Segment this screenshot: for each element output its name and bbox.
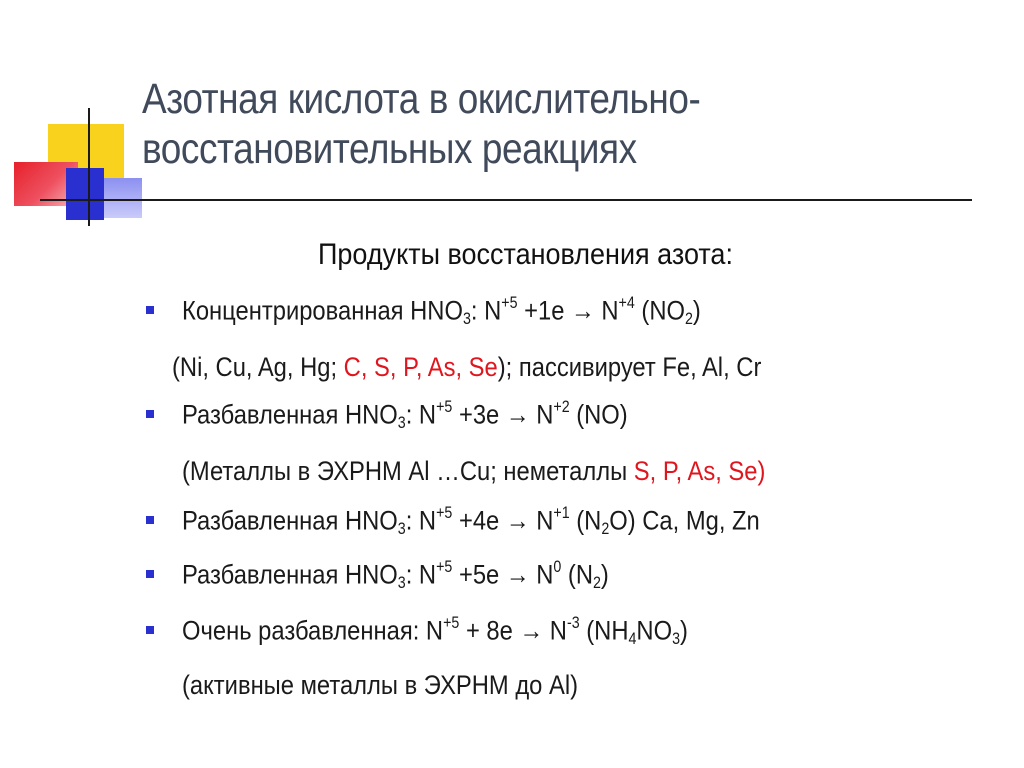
deco-blue-square — [66, 168, 104, 220]
deco-lightblue-square — [104, 178, 142, 218]
title-line-1: Азотная кислота в окислительно- — [142, 75, 701, 123]
list-item-detail: (активные металлы в ЭХРНМ до Al) — [182, 670, 579, 700]
list-item: Разбавленная $HNO_3$: $N^{+5} +3e \to N^{+2}$ (NO) — [182, 398, 628, 433]
list-item: Разбавленная $HNO_3$: $N^{+5} +5e \to N^0$ $(N_2)$ — [182, 558, 609, 593]
slide-subtitle: Продукты восстановления азота: — [318, 238, 733, 271]
bullet-marker — [146, 410, 154, 418]
bullet-marker — [146, 516, 154, 524]
bullet-marker — [146, 306, 154, 314]
title-line-2: восстановительных реакциях — [142, 125, 637, 173]
list-item: Концентрированная $HNO_3$: $N^{+5} +1e \to N^{+4}$ $(NO_2)$ — [182, 294, 701, 329]
bullet-marker — [146, 570, 154, 578]
list-item-detail: (Ni, Cu, Ag, Hg; C, S, P, As, Se); пассивирует Fe, Al, Cr — [172, 352, 762, 382]
bullet-marker — [146, 626, 154, 634]
list-item: Разбавленная $HNO_3$: $N^{+5} +4e \to N^{+1}$ $(N_2O)$ Ca, Mg, Zn — [182, 504, 760, 539]
deco-vertical-line — [88, 108, 90, 226]
slide-title — [142, 74, 864, 174]
list-item: Очень разбавленная: $N^{+5} + 8e \to N^{-3}$ $(NH_4NO_3)$ — [182, 614, 688, 649]
title-divider — [40, 199, 972, 201]
list-item-detail: (Металлы в ЭХРНМ Al …Cu; неметаллы S, P, As, Se) — [182, 456, 766, 486]
